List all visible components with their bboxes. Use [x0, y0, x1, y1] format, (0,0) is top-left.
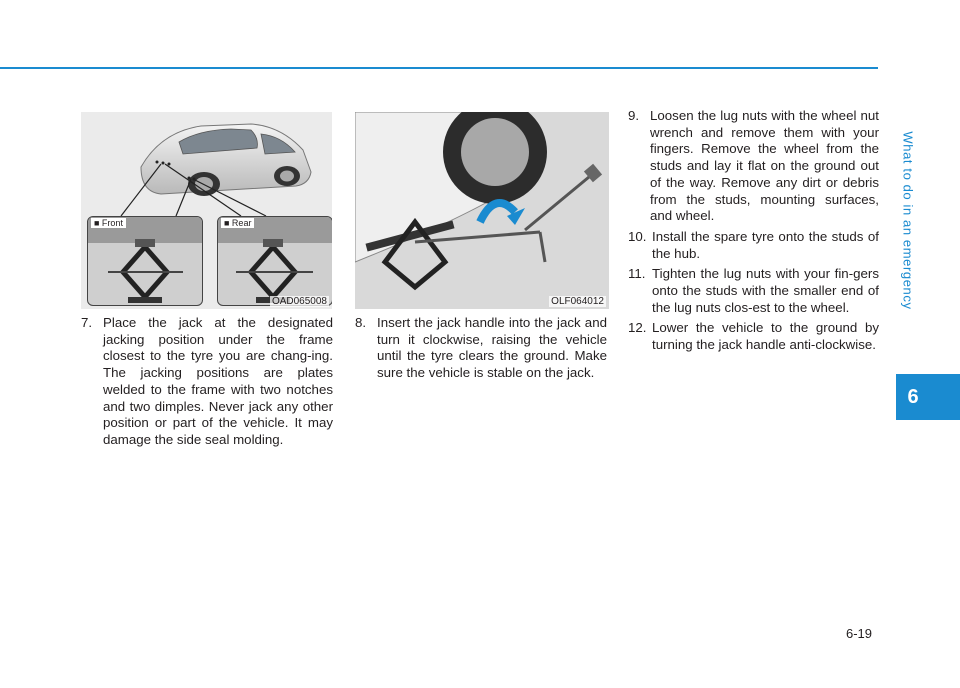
- step-text: Place the jack at the designated jacking position under the frame closest to the tyre you are chang-ing. The jacking positions are plates welded to the frame with two notches and two dimples. Never jack any other position or part of the vehicle. It may damage the side seal molding.: [103, 315, 333, 447]
- step-text: Install the spare tyre onto the studs of the hub.: [652, 228, 879, 261]
- front-jack-inset: [87, 216, 203, 306]
- step-number: 9.: [628, 108, 640, 123]
- step-text: Loosen the lug nuts with the wheel nut wrench and remove them with your fingers. Remove the wheel from the studs and lay it flat on the ground out of the way. Remove any dirt or debris from the studs, mounting surfaces, and wheel.: [650, 108, 879, 224]
- step-text: Tighten the lug nuts with your fin-gers onto the studs with the smaller end of the lug nuts clos-est to the wheel.: [652, 266, 879, 315]
- instructions-column-3: [628, 108, 879, 358]
- front-label: ■ Front: [91, 218, 126, 228]
- step-9: [628, 108, 879, 225]
- step-text: Lower the vehicle to the ground by turning the jack handle anti-clockwise.: [652, 320, 879, 353]
- jacking-points-figure: [81, 112, 332, 309]
- rear-label: ■ Rear: [221, 218, 254, 228]
- chapter-number: 6: [907, 385, 919, 408]
- rear-jack-inset: [217, 216, 332, 306]
- instructions-column-2: [355, 315, 607, 386]
- step-11: [628, 266, 879, 316]
- figure-code: OLF064012: [551, 296, 604, 307]
- step-8: [355, 315, 607, 382]
- chapter-tab[interactable]: [896, 374, 960, 420]
- step-number: 8.: [355, 315, 367, 330]
- step-number: 7.: [81, 315, 93, 330]
- rear-jack-icon: [218, 217, 332, 305]
- step-number: 11.: [628, 266, 646, 282]
- instructions-column-1: [81, 315, 333, 453]
- jack-handle-illustration: [355, 112, 609, 309]
- figure-code: OAD065008: [271, 296, 327, 307]
- jack-handle-figure: [355, 112, 609, 309]
- section-title: What to do in an emergency: [900, 130, 916, 310]
- step-text: Insert the jack handle into the jack and turn it clockwise, raising the vehicle until the tyre clears the ground. Make sure the vehicle is stable on the jack.: [377, 315, 607, 381]
- page-number: 6-19: [846, 626, 873, 641]
- step-number: 10.: [628, 228, 647, 244]
- step-number: 12.: [628, 320, 647, 336]
- step-12: [628, 320, 879, 353]
- front-jack-icon: [88, 217, 202, 305]
- step-7: [81, 315, 333, 449]
- step-10: [628, 229, 879, 262]
- header-rule: [0, 67, 878, 69]
- section-title-vertical: [893, 70, 923, 370]
